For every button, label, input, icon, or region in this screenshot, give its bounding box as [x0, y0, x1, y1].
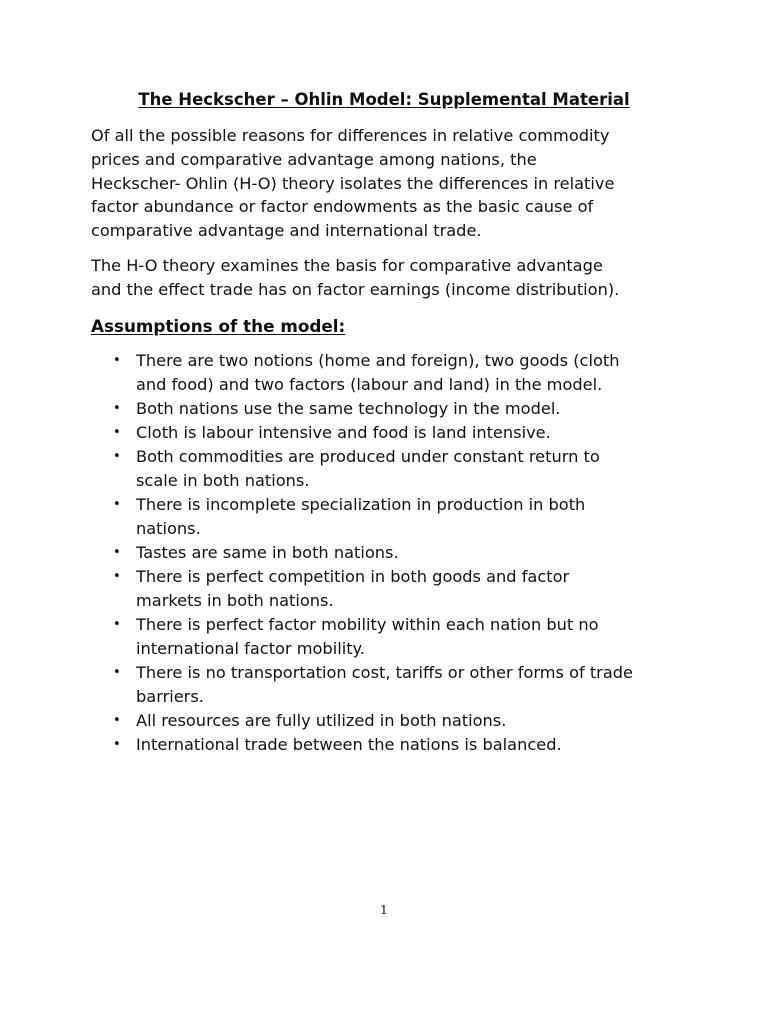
bullet-icon: •: [113, 569, 121, 584]
bullet-icon: •: [113, 425, 121, 440]
bullet-icon: •: [113, 353, 121, 368]
list-item-text: International trade between the nations is balanced.: [136, 735, 562, 754]
list-item-text: There is perfect factor mobility within each nation but no international factor mobility.: [136, 615, 599, 658]
list-item: [0, 613, 768, 661]
list-item: [0, 661, 768, 709]
list-item-text: There is no transportation cost, tariffs or other forms of trade barriers.: [136, 663, 633, 706]
page-title: [0, 89, 768, 111]
bullet-icon: •: [113, 737, 121, 752]
list-item: [0, 733, 768, 757]
list-item: [0, 565, 768, 613]
list-item-text: There is perfect competition in both goods and factor markets in both nations.: [136, 567, 570, 610]
list-item: [0, 421, 768, 445]
bullet-icon: •: [113, 497, 121, 512]
page-number: 1: [380, 903, 388, 917]
bullet-icon: •: [113, 401, 121, 416]
bullet-icon: •: [113, 713, 121, 728]
bullet-icon: •: [113, 449, 121, 464]
list-item-text: There is incomplete specialization in production in both nations.: [136, 495, 586, 538]
list-item: [0, 397, 768, 421]
list-item: [0, 493, 768, 541]
bullet-icon: •: [113, 617, 121, 632]
list-item-text: All resources are fully utilized in both nations.: [136, 711, 507, 730]
list-item-text: Both commodities are produced under constant return to scale in both nations.: [136, 447, 600, 490]
intro-paragraph: Of all the possible reasons for differences in relative commodity prices and comparative advantage among nations, the Heckscher- Ohlin (H-O) theory isolates the differences in relative factor abundance or factor endowments as the basic cause of comparative advantage and international trade.: [91, 126, 615, 241]
bullet-icon: •: [113, 665, 121, 680]
assumptions-list: [0, 349, 768, 757]
list-item: [0, 709, 768, 733]
list-item-text: Cloth is labour intensive and food is land intensive.: [136, 423, 551, 442]
list-item: [0, 445, 768, 493]
theory-paragraph: The H-O theory examines the basis for comparative advantage and the effect trade has on factor earnings (income distribution).: [91, 256, 620, 299]
list-item-text: Tastes are same in both nations.: [136, 543, 399, 562]
bullet-icon: •: [113, 545, 121, 560]
list-item-text: Both nations use the same technology in the model.: [136, 399, 561, 418]
list-item-text: There are two notions (home and foreign), two goods (cloth and food) and two factors (labour and land) in the model.: [136, 351, 620, 394]
page-title-text: The Heckscher – Ohlin Model: Supplemental Material: [138, 90, 630, 109]
list-item: [0, 541, 768, 565]
assumptions-heading: Assumptions of the model:: [91, 316, 346, 336]
list-item: [0, 349, 768, 397]
